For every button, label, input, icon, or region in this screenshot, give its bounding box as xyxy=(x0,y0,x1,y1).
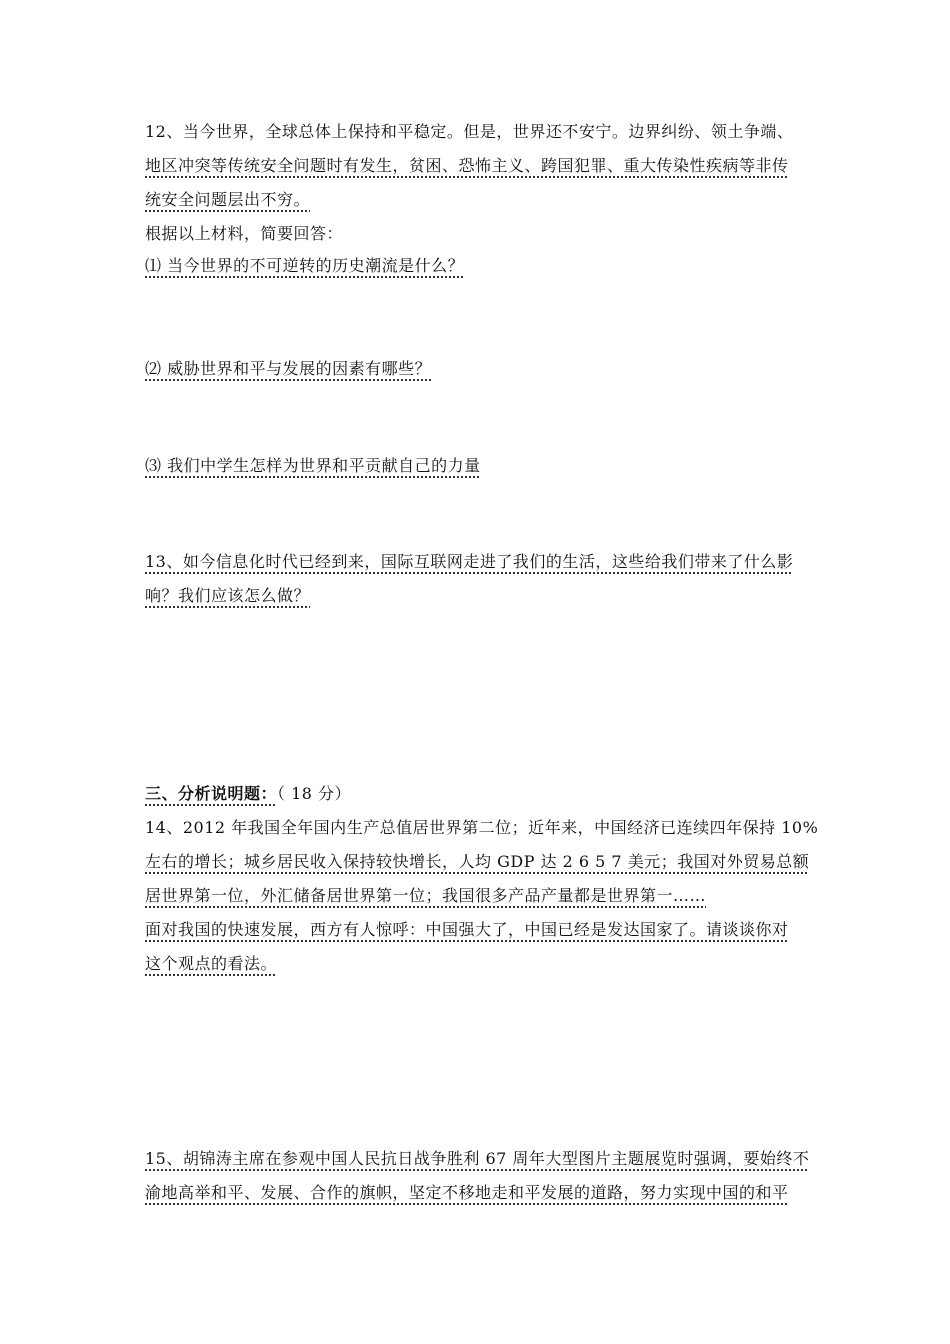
section-3-heading xyxy=(145,780,810,814)
q12-prompt: 根据以上材料，简要回答： xyxy=(145,224,344,243)
q12-line-3: 统安全问题层出不穷。 xyxy=(145,190,311,209)
q13-line-1: 13、如今信息化时代已经到来，国际互联网走进了我们的生活，这些给我们带来了什么影 xyxy=(145,552,794,571)
q12-line-2: 地区冲突等传统安全问题时有发生，贫困、恐怖主义、跨国犯罪、重大传染性疾病等非传 xyxy=(145,156,789,175)
question-15 xyxy=(145,1145,810,1213)
question-13 xyxy=(145,548,810,616)
q13-line-2: 响？我们应该怎么做？ xyxy=(145,586,311,605)
q12-sub-question-3: ⑶ 我们中学生怎样为世界和平贡献自己的力量 xyxy=(145,456,481,475)
section-3-title: 三、分析说明题： xyxy=(145,784,278,803)
q15-line-1: 15、胡锦涛主席在参观中国人民抗日战争胜利 67 周年大型图片主题展览时强调，要始终不 xyxy=(145,1149,810,1168)
section-3-score: （ 18 分） xyxy=(277,784,352,803)
question-12 xyxy=(145,118,810,286)
q14-line-2: 左右的增长；城乡居民收入保持较快增长，人均 GDP 达 2 6 5 7 美元；我国对外贸易总额 xyxy=(145,852,810,871)
q12-sub-question-2-wrap xyxy=(145,355,810,389)
q12-sub-question-1: ⑴ 当今世界的不可逆转的历史潮流是什么？ xyxy=(145,256,465,275)
q14-line-1: 14、2012 年我国全年国内生产总值居世界第二位；近年来，中国经济已连续四年保持 10% xyxy=(145,818,819,837)
q14-prompt-line-2: 这个观点的看法。 xyxy=(145,954,278,973)
q15-line-2: 渝地高举和平、发展、合作的旗帜，坚定不移地走和平发展的道路，努力实现中国的和平 xyxy=(145,1183,789,1202)
q12-sub-question-3-wrap xyxy=(145,452,810,486)
q14-line-3: 居世界第一位，外汇储备居世界第一位；我国很多产品产量都是世界第一…… xyxy=(145,886,707,905)
q12-sub-question-2: ⑵ 威胁世界和平与发展的因素有哪些？ xyxy=(145,359,432,378)
question-14 xyxy=(145,814,819,984)
q14-prompt-line-1: 面对我国的快速发展，西方有人惊呼：中国强大了，中国已经是发达国家了。请谈谈你对 xyxy=(145,920,789,939)
q12-line-1: 12、当今世界，全球总体上保持和平稳定。但是，世界还不安宁。边界纠纷、领土争端、 xyxy=(145,122,794,141)
